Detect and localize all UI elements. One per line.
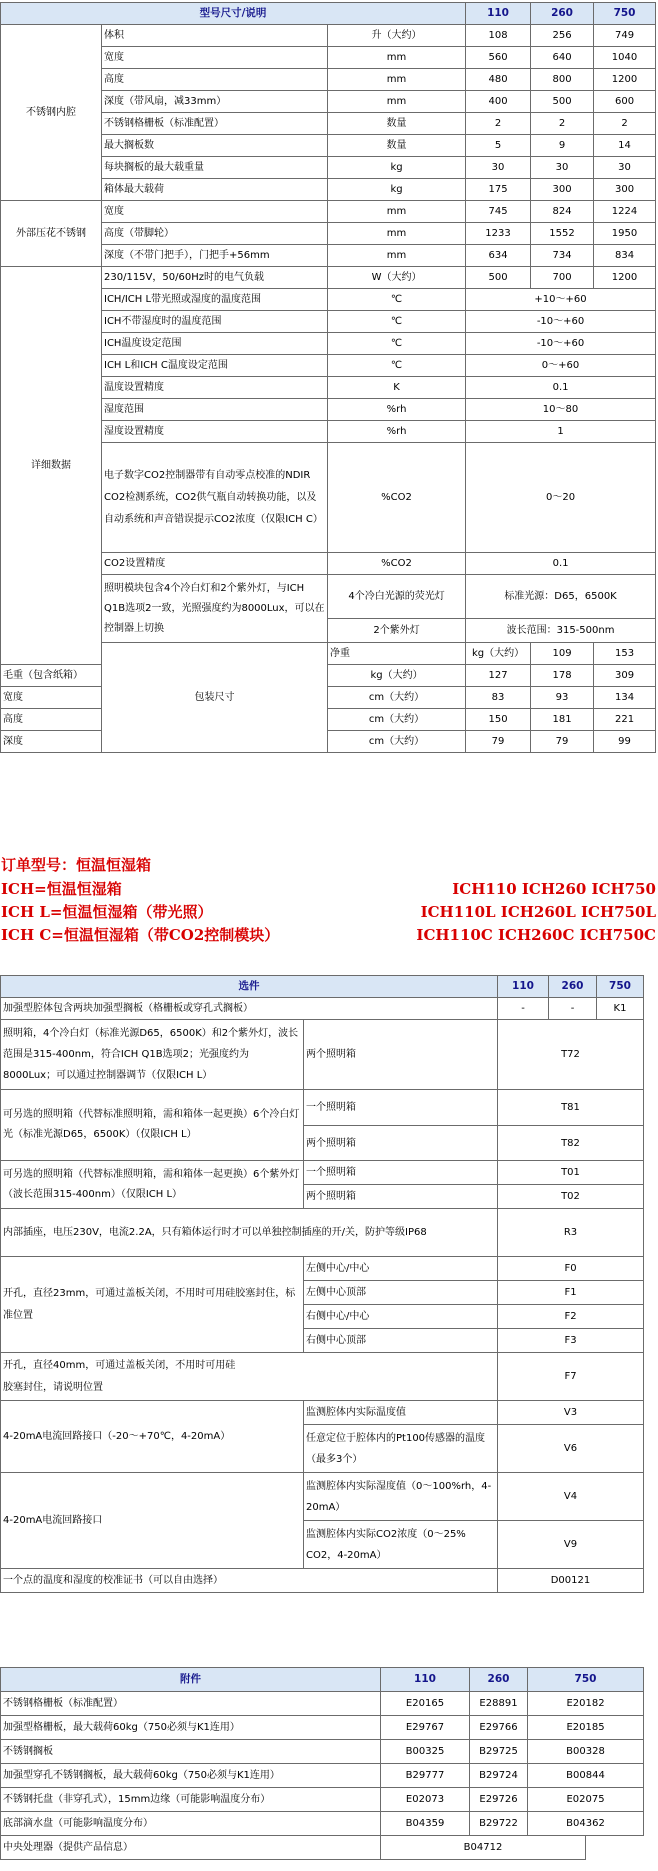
table-row xyxy=(1,201,656,223)
row-unit: mm xyxy=(328,69,466,91)
option-text: 开孔，直径40mm，可通过盖板关闭，不用时可用硅胶塞封住，请说明位置 xyxy=(1,1353,498,1401)
table-row xyxy=(1,1764,644,1788)
row-label: 净重 xyxy=(328,643,466,665)
option-code: F1 xyxy=(498,1281,644,1305)
row-label: 宽度 xyxy=(1,687,102,709)
option-sub: 两个照明箱 xyxy=(304,1185,498,1209)
table-row xyxy=(1,1090,644,1126)
value-110: 30 xyxy=(466,157,531,179)
model-110-header: 110 xyxy=(381,1668,470,1692)
value-110: B00325 xyxy=(381,1740,470,1764)
value-110: 79 xyxy=(466,731,531,753)
accessory-name: 不锈钢托盘（非穿孔式），15mm边缘（可能影响温度分布） xyxy=(1,1788,381,1812)
row-label: 深度（不带门把手），门把手+56mm xyxy=(102,245,328,267)
order-label: ICH L=恒温恒湿箱（带光照） xyxy=(1,903,213,921)
option-text: 照明箱，4个冷白灯（标准光源D65，6500K）和2个紫外灯，波长范围是315-400nm，符合ICH Q1B选项2；光强度约为8000Lux；可以通过控制器调节（仅限ICH L） xyxy=(1,1020,304,1090)
value-260: 2 xyxy=(531,113,594,135)
row-unit: cm（大约） xyxy=(328,731,466,753)
option-code: T81 xyxy=(498,1090,644,1126)
accessories-header-row xyxy=(1,1668,644,1692)
option-sub: 左侧中心/中心 xyxy=(304,1257,498,1281)
row-label: 电子数字CO2控制器带有自动零点校准的NDIR CO2检测系统，CO2供气瓶自动转换功能，以及自动系统和声音错误提示CO2浓度（仅限ICH C） xyxy=(102,443,328,553)
table-row xyxy=(1,1716,644,1740)
row-unit: ℃ xyxy=(328,289,466,311)
value-260: 824 xyxy=(531,201,594,223)
row-unit: mm xyxy=(328,223,466,245)
options-table xyxy=(0,975,644,1593)
table-row xyxy=(1,1353,644,1401)
accessory-name: 不锈钢搁板 xyxy=(1,1740,381,1764)
accessory-name: 加强型穿孔不锈钢搁板，最大载荷60kg（750必须与K1连用） xyxy=(1,1764,381,1788)
row-label: 湿度范围 xyxy=(102,399,328,421)
row-unit: cm（大约） xyxy=(328,687,466,709)
order-label: ICH C=恒温恒湿箱（带CO2控制模块） xyxy=(1,926,280,944)
row-unit: mm xyxy=(328,47,466,69)
value-260: B29725 xyxy=(470,1740,528,1764)
row-value: +10～+60 xyxy=(466,289,656,311)
table-row xyxy=(1,1020,644,1090)
value-260: 640 xyxy=(531,47,594,69)
row-unit: cm（大约） xyxy=(328,709,466,731)
value-110: E29767 xyxy=(381,1716,470,1740)
row-unit: kg xyxy=(328,179,466,201)
option-sub: 任意定位于腔体内的Pt100传感器的温度（最多3个） xyxy=(304,1425,498,1473)
model-750-header: 750 xyxy=(528,1668,644,1692)
value-750: E20182 xyxy=(528,1692,644,1716)
option-text: 可另选的照明箱（代替标准照明箱，需和箱体一起更换）6个冷白灯光（标准光源D65，6500K）（仅限ICH L） xyxy=(1,1090,304,1161)
model-750-header: 750 xyxy=(597,976,644,998)
row-label: 温度设置精度 xyxy=(102,377,328,399)
model-750-header: 750 xyxy=(594,3,656,25)
value-750: 1040 xyxy=(594,47,656,69)
value-260: 500 xyxy=(531,91,594,113)
value-260: 1552 xyxy=(531,223,594,245)
accessories-header-label: 附件 xyxy=(1,1668,381,1692)
table-row xyxy=(1,25,656,47)
row-label: CO2设置精度 xyxy=(102,553,328,575)
value-110: E02073 xyxy=(381,1788,470,1812)
spec-header-label: 型号尺寸/说明 xyxy=(1,3,466,25)
value-110: 127 xyxy=(466,665,531,687)
table-row xyxy=(1,1473,644,1521)
model-110-header: 110 xyxy=(466,3,531,25)
value-260: 30 xyxy=(531,157,594,179)
option-code: F2 xyxy=(498,1305,644,1329)
row-label: 深度 xyxy=(1,731,102,753)
value-110: B04359 xyxy=(381,1812,470,1836)
value-750: 99 xyxy=(594,731,656,753)
row-unit: ℃ xyxy=(328,333,466,355)
value-110: 109 xyxy=(531,643,594,665)
value-750: 309 xyxy=(594,665,656,687)
row-value: 0～+60 xyxy=(466,355,656,377)
table-row xyxy=(1,998,644,1020)
value-750: 834 xyxy=(594,245,656,267)
row-label: 每块搁板的最大载重量 xyxy=(102,157,328,179)
option-code: T01 xyxy=(498,1161,644,1185)
row-unit: W（大约） xyxy=(328,267,466,289)
row-value: 0.1 xyxy=(466,553,656,575)
row-label: ICH L和ICH C温度设定范围 xyxy=(102,355,328,377)
model-260-header: 260 xyxy=(470,1668,528,1692)
row-unit: kg xyxy=(328,157,466,179)
value-750: 749 xyxy=(594,25,656,47)
order-line-ich-l xyxy=(1,903,656,922)
row-unit: mm xyxy=(328,91,466,113)
row-unit: %CO2 xyxy=(328,553,466,575)
row-unit: %CO2 xyxy=(328,443,466,553)
order-title: 订单型号：恒温恒湿箱 xyxy=(1,856,152,874)
option-sub: 右侧中心/中心 xyxy=(304,1305,498,1329)
value-110: 400 xyxy=(466,91,531,113)
row-unit: mm xyxy=(328,245,466,267)
accessory-name: 加强型格栅板，最大载荷60kg（750必须与K1连用） xyxy=(1,1716,381,1740)
value-110: B29777 xyxy=(381,1764,470,1788)
option-sub: 一个照明箱 xyxy=(304,1161,498,1185)
order-models: ICH110L ICH260L ICH750L xyxy=(420,903,656,921)
accessory-name: 底部滴水盘（可能影响温度分布） xyxy=(1,1812,381,1836)
row-label: 照明模块包含4个冷白灯和2个紫外灯，与ICH Q1B选项2一致，光照强度约为8000Lux，可以在控制器上切换 xyxy=(102,575,328,643)
row-value: 标准光源：D65，6500K xyxy=(466,575,656,619)
row-unit: %rh xyxy=(328,399,466,421)
value-260: 93 xyxy=(531,687,594,709)
row-label: 体积 xyxy=(102,25,328,47)
row-label: 高度（带脚轮） xyxy=(102,223,328,245)
option-code: T02 xyxy=(498,1185,644,1209)
option-sub: 监测腔体内实际CO2浓度（0～25% CO2，4-20mA） xyxy=(304,1521,498,1569)
value-750: B00844 xyxy=(528,1764,644,1788)
value-750: 221 xyxy=(594,709,656,731)
value-110: 5 xyxy=(466,135,531,157)
row-label: 箱体最大载荷 xyxy=(102,179,328,201)
row-label: 深度（带风扇，减33mm） xyxy=(102,91,328,113)
option-code: V9 xyxy=(498,1521,644,1569)
row-value: 波长范围：315-500nm xyxy=(466,619,656,643)
value-110: 1233 xyxy=(466,223,531,245)
row-label: 高度 xyxy=(1,709,102,731)
options-header-label: 选件 xyxy=(1,976,498,998)
value-750: E20185 xyxy=(528,1716,644,1740)
table-row xyxy=(1,1836,644,1860)
options-header-row xyxy=(1,976,644,998)
row-label: 湿度设置精度 xyxy=(102,421,328,443)
table-row xyxy=(1,665,656,687)
table-row xyxy=(1,1161,644,1185)
option-text: 4-20mA电流回路接口（-20～+70℃，4-20mA） xyxy=(1,1401,304,1473)
value-750: 2 xyxy=(594,113,656,135)
value-750: B00328 xyxy=(528,1740,644,1764)
table-row xyxy=(1,1401,644,1425)
row-label: ICH温度设定范围 xyxy=(102,333,328,355)
value-110: 83 xyxy=(466,687,531,709)
table-row xyxy=(1,1209,644,1257)
option-text: 可另选的照明箱（代替标准照明箱，需和箱体一起更换）6个紫外灯（波长范围315-400nm）（仅限ICH L） xyxy=(1,1161,304,1209)
table-row xyxy=(1,709,656,731)
row-unit: 升（大约） xyxy=(328,25,466,47)
value-750: B04362 xyxy=(528,1812,644,1836)
table-row xyxy=(1,1812,644,1836)
row-unit: 数量 xyxy=(328,113,466,135)
option-code: F3 xyxy=(498,1329,644,1353)
row-value: -10～+60 xyxy=(466,333,656,355)
value-110: - xyxy=(498,998,549,1020)
option-code: F7 xyxy=(498,1353,644,1401)
value-110: E20165 xyxy=(381,1692,470,1716)
table-row xyxy=(1,687,656,709)
value-260: 181 xyxy=(531,709,594,731)
value-750: 1200 xyxy=(594,267,656,289)
row-value: 10～80 xyxy=(466,399,656,421)
option-sub: 右侧中心顶部 xyxy=(304,1329,498,1353)
value-750: 300 xyxy=(594,179,656,201)
row-unit: kg（大约） xyxy=(466,643,531,665)
option-text: 内部插座，电压230V，电流2.2A，只有箱体运行时才可以单独控制插座的开/关，防护等级IP68 xyxy=(1,1209,498,1257)
accessory-code: B04712 xyxy=(381,1836,586,1860)
row-value: 1 xyxy=(466,421,656,443)
value-110: 500 xyxy=(466,267,531,289)
value-110: 175 xyxy=(466,179,531,201)
table-row xyxy=(1,1740,644,1764)
value-260: 9 xyxy=(531,135,594,157)
row-value: 0～20 xyxy=(466,443,656,553)
option-sub: 左侧中心顶部 xyxy=(304,1281,498,1305)
value-110: 108 xyxy=(466,25,531,47)
table-row xyxy=(1,1257,644,1281)
row-unit: ℃ xyxy=(328,355,466,377)
model-260-header: 260 xyxy=(531,3,594,25)
option-code: F0 xyxy=(498,1257,644,1281)
row-value: 0.1 xyxy=(466,377,656,399)
row-unit: mm xyxy=(328,201,466,223)
option-code: V6 xyxy=(498,1425,644,1473)
value-750: 600 xyxy=(594,91,656,113)
table-row xyxy=(1,267,656,289)
value-260: 256 xyxy=(531,25,594,47)
value-110: 745 xyxy=(466,201,531,223)
row-label: 最大搁板数 xyxy=(102,135,328,157)
row-value: -10～+60 xyxy=(466,311,656,333)
option-sub: 一个照明箱 xyxy=(304,1090,498,1126)
value-110: 560 xyxy=(466,47,531,69)
option-text: 开孔，直径23mm，可通过盖板关闭，不用时可用硅胶塞封住，标准位置 xyxy=(1,1257,304,1353)
option-sub: 两个照明箱 xyxy=(304,1020,498,1090)
value-260: B29722 xyxy=(470,1812,528,1836)
model-260-header: 260 xyxy=(549,976,597,998)
option-sub: 两个照明箱 xyxy=(304,1126,498,1161)
value-110: 634 xyxy=(466,245,531,267)
option-text: 一个点的温度和湿度的校准证书（可以自由选择） xyxy=(1,1569,498,1593)
model-110-header: 110 xyxy=(498,976,549,998)
empty-cell xyxy=(586,1836,644,1860)
row-unit: %rh xyxy=(328,421,466,443)
row-unit: kg（大约） xyxy=(328,665,466,687)
option-code: T82 xyxy=(498,1126,644,1161)
order-models: ICH110C ICH260C ICH750C xyxy=(416,926,656,944)
row-label: 宽度 xyxy=(102,47,328,69)
table-row xyxy=(1,1788,644,1812)
value-260: 153 xyxy=(594,643,656,665)
row-label: 毛重（包含纸箱） xyxy=(1,665,102,687)
accessory-name: 不锈钢格栅板（标准配置） xyxy=(1,1692,381,1716)
value-260: 300 xyxy=(531,179,594,201)
value-260: E29726 xyxy=(470,1788,528,1812)
row-label: ICH/ICH L带光照或湿度的温度范围 xyxy=(102,289,328,311)
accessories-table xyxy=(0,1667,644,1860)
value-110: 150 xyxy=(466,709,531,731)
group-label-exterior: 外部压花不锈钢 xyxy=(1,201,102,267)
value-750: 134 xyxy=(594,687,656,709)
row-label: 230/115V，50/60Hz时的电气负载 xyxy=(102,267,328,289)
row-label: 宽度 xyxy=(102,201,328,223)
order-line-ich xyxy=(1,880,656,899)
order-models: ICH110 ICH260 ICH750 xyxy=(452,880,656,898)
value-750: 30 xyxy=(594,157,656,179)
table-row xyxy=(1,731,656,753)
value-750: E02075 xyxy=(528,1788,644,1812)
group-label-interior: 不锈钢内腔 xyxy=(1,25,102,201)
row-unit: ℃ xyxy=(328,311,466,333)
value-260: 800 xyxy=(531,69,594,91)
value-260: 700 xyxy=(531,267,594,289)
option-code: T72 xyxy=(498,1020,644,1090)
value-750: 14 xyxy=(594,135,656,157)
value-260: E28891 xyxy=(470,1692,528,1716)
row-unit: 数量 xyxy=(328,135,466,157)
value-260: 79 xyxy=(531,731,594,753)
option-sub: 监测腔体内实际湿度值（0～100%rh，4-20mA） xyxy=(304,1473,498,1521)
spec-table xyxy=(0,2,656,753)
group-label-packaging: 包装尺寸 xyxy=(102,643,328,753)
table-row xyxy=(1,1692,644,1716)
value-110: 480 xyxy=(466,69,531,91)
value-750: 1224 xyxy=(594,201,656,223)
row-unit: 4个冷白光源的荧光灯 xyxy=(328,575,466,619)
option-text: 4-20mA电流回路接口 xyxy=(1,1473,304,1569)
value-110: 2 xyxy=(466,113,531,135)
option-code: V4 xyxy=(498,1473,644,1521)
accessory-name: 中央处理器（提供产品信息） xyxy=(1,1836,381,1860)
order-line-ich-c xyxy=(1,926,656,945)
group-label-details: 详细数据 xyxy=(1,267,102,665)
option-text: 加强型腔体包含两块加强型搁板（格栅板或穿孔式搁板） xyxy=(1,998,498,1020)
row-label: ICH不带湿度时的温度范围 xyxy=(102,311,328,333)
option-code: V3 xyxy=(498,1401,644,1425)
row-unit: K xyxy=(328,377,466,399)
row-unit: 2个紫外灯 xyxy=(328,619,466,643)
row-label: 高度 xyxy=(102,69,328,91)
value-260: 734 xyxy=(531,245,594,267)
value-260: B29724 xyxy=(470,1764,528,1788)
value-750: K1 xyxy=(597,998,644,1020)
value-260: - xyxy=(549,998,597,1020)
value-260: E29766 xyxy=(470,1716,528,1740)
value-750: 1950 xyxy=(594,223,656,245)
value-260: 178 xyxy=(531,665,594,687)
option-code: R3 xyxy=(498,1209,644,1257)
value-750: 1200 xyxy=(594,69,656,91)
option-sub: 监测腔体内实际温度值 xyxy=(304,1401,498,1425)
table-row xyxy=(1,1569,644,1593)
order-label: ICH=恒温恒湿箱 xyxy=(1,880,122,898)
spec-header-row xyxy=(1,3,656,25)
row-label: 不锈钢格栅板（标准配置） xyxy=(102,113,328,135)
option-code: D00121 xyxy=(498,1569,644,1593)
